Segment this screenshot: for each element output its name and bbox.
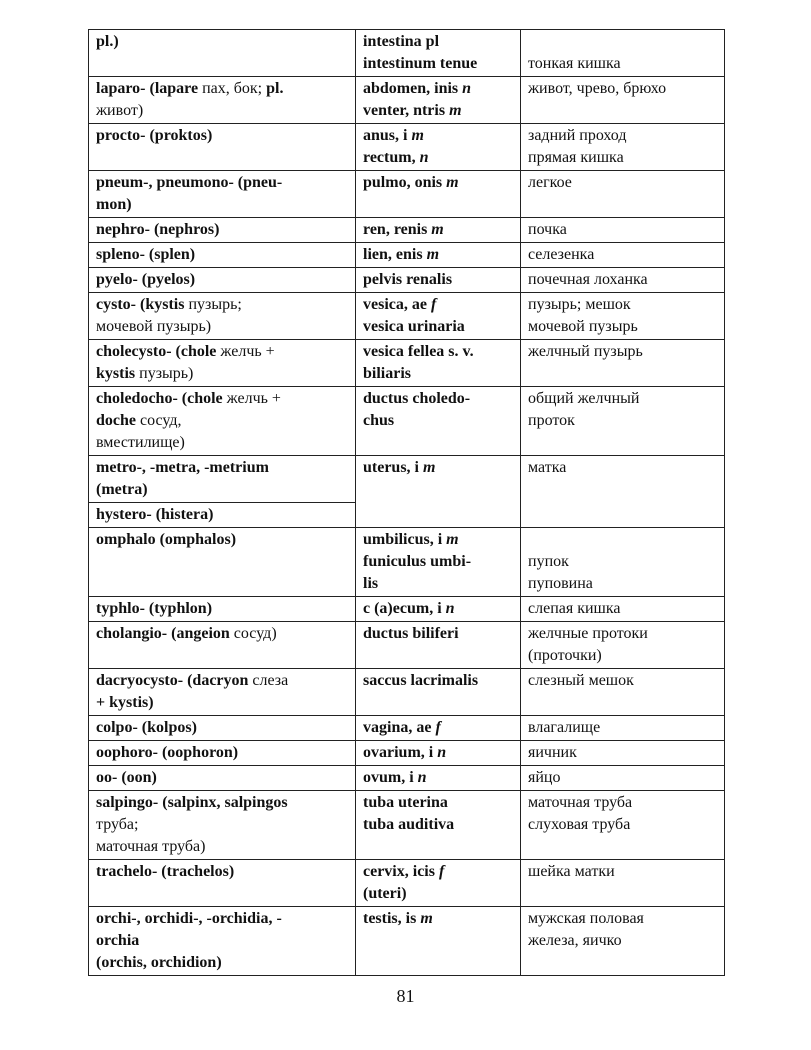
latin-term-cell — [356, 716, 521, 741]
greek-root-cell — [89, 30, 356, 77]
table-row — [89, 622, 725, 669]
cell-text: c (a)ecum, i — [363, 600, 446, 617]
greek-root-cell — [89, 340, 356, 387]
cell-text: желчь + — [220, 343, 275, 360]
cell-text: pyelo- (pyelos) — [96, 271, 196, 288]
table-row — [89, 387, 725, 456]
table-row — [89, 218, 725, 243]
cell-text: маточная труба — [528, 794, 633, 811]
cell-text: m — [423, 459, 436, 476]
cell-text: живот) — [96, 102, 144, 119]
greek-root-cell — [89, 907, 356, 976]
russian-meaning-cell — [521, 860, 725, 907]
cell-text: typhlo- (typhlon) — [96, 600, 213, 617]
cell-text: abdomen, inis — [363, 80, 463, 97]
cell-text: hystero- (histera) — [96, 506, 214, 523]
cell-text: colpo- (kolpos) — [96, 719, 197, 736]
cell-text: biliaris — [363, 365, 412, 382]
russian-meaning-cell — [521, 387, 725, 456]
cell-text: пуповина — [528, 575, 593, 592]
cell-text: (orchis, orchidion) — [96, 954, 222, 971]
latin-term-cell — [356, 860, 521, 907]
cell-text: dacryocysto- (dacryon — [96, 672, 253, 689]
cell-text: яйцо — [528, 769, 561, 786]
cell-text: слезный мешок — [528, 672, 634, 689]
cell-text: uterus, i — [363, 459, 423, 476]
latin-term-cell — [356, 669, 521, 716]
cell-text: желчные протоки — [528, 625, 648, 642]
cell-text: anus, i — [363, 127, 412, 144]
latin-term-cell — [356, 741, 521, 766]
latin-term-cell — [356, 30, 521, 77]
latin-term-cell — [356, 766, 521, 791]
cell-text: задний проход — [528, 127, 627, 144]
cell-text: желчь + — [226, 390, 281, 407]
cell-text: salpingo- (salpinx, salpingos — [96, 794, 288, 811]
latin-term-cell — [356, 387, 521, 456]
cell-text: сосуд) — [233, 625, 277, 642]
cell-text: почка — [528, 221, 567, 238]
cell-text: testis, is — [363, 910, 421, 927]
cell-text: ductus biliferi — [363, 625, 459, 642]
cell-text: мочевой пузырь) — [96, 318, 212, 335]
cell-text: ren, renis — [363, 221, 432, 238]
table-row — [89, 171, 725, 218]
cell-text: orchi-, orchidi-, -orchidia, - — [96, 910, 282, 927]
table-row — [89, 77, 725, 124]
table-row — [89, 268, 725, 293]
cell-text: venter, ntris — [363, 102, 450, 119]
latin-term-cell — [356, 243, 521, 268]
russian-meaning-cell — [521, 243, 725, 268]
greek-root-cell — [89, 741, 356, 766]
cell-text: kystis — [96, 365, 140, 382]
cell-text: шейка матки — [528, 863, 615, 880]
greek-root-cell — [89, 597, 356, 622]
cell-text: procto- (proktos) — [96, 127, 213, 144]
table-row — [89, 907, 725, 976]
russian-meaning-cell — [521, 340, 725, 387]
greek-root-cell — [89, 268, 356, 293]
cell-text: intestina pl — [363, 33, 440, 50]
cell-text: мужская половая — [528, 910, 644, 927]
greek-root-cell — [89, 716, 356, 741]
cell-text: селезенка — [528, 246, 595, 263]
cell-text: intestinum tenue — [363, 55, 478, 72]
cell-text: vesica urinaria — [363, 318, 465, 335]
page-number: 81 — [396, 986, 415, 1006]
cell-text: ovarium, i — [363, 744, 438, 761]
cell-text: vesica fellea s. v. — [363, 343, 474, 360]
latin-term-cell — [356, 77, 521, 124]
cell-text: spleno- (splen) — [96, 246, 196, 263]
table-row — [89, 456, 725, 503]
cell-text: pneum-, pneumono- (pneu- — [96, 174, 283, 191]
cell-text: слеза — [252, 672, 289, 689]
russian-meaning-cell — [521, 293, 725, 340]
cell-text: laparo- (lapare — [96, 80, 203, 97]
russian-meaning-cell — [521, 669, 725, 716]
cell-text: choledocho- (chole — [96, 390, 227, 407]
cell-text: ductus choledo- — [363, 390, 471, 407]
cell-text: общий желчный — [528, 390, 640, 407]
cell-text: oo- (oon) — [96, 769, 157, 786]
latin-term-cell — [356, 340, 521, 387]
greek-root-cell — [89, 243, 356, 268]
greek-root-cell — [89, 622, 356, 669]
cell-text: пупок — [528, 553, 569, 570]
cell-text: тонкая кишка — [528, 55, 621, 72]
cell-text: вместилище) — [96, 434, 185, 451]
cell-text: желчный пузырь — [528, 343, 643, 360]
cell-text: легкое — [528, 174, 572, 191]
greek-root-cell — [89, 860, 356, 907]
cell-text: влагалище — [528, 719, 601, 736]
cell-text: orchia — [96, 932, 140, 949]
cell-text: pl.) — [96, 33, 119, 50]
table-row — [89, 741, 725, 766]
cell-text: n — [437, 744, 447, 761]
cell-text: trachelo- (trachelos) — [96, 863, 235, 880]
greek-root-cell — [89, 791, 356, 860]
greek-root-cell — [89, 218, 356, 243]
cell-text: m — [431, 221, 444, 238]
cell-text: пузырь; мешок — [528, 296, 631, 313]
cell-text: слепая кишка — [528, 600, 621, 617]
cell-text: почечная лоханка — [528, 271, 648, 288]
greek-root-cell — [89, 528, 356, 597]
greek-root-cell — [89, 124, 356, 171]
cell-text: f — [435, 719, 441, 736]
cell-text: funiculus umbi- — [363, 553, 472, 570]
russian-meaning-cell — [521, 597, 725, 622]
table-row — [89, 791, 725, 860]
cell-text: umbilicus, i — [363, 531, 447, 548]
latin-term-cell — [356, 124, 521, 171]
russian-meaning-cell — [521, 716, 725, 741]
greek-root-cell — [89, 669, 356, 716]
cell-text: проток — [528, 412, 575, 429]
cell-text: n — [419, 149, 429, 166]
table-row — [89, 860, 725, 907]
cell-text: пах, бок; — [202, 80, 267, 97]
cell-text: мочевой пузырь — [528, 318, 638, 335]
cell-text: m — [411, 127, 424, 144]
cell-text: слуховая труба — [528, 816, 631, 833]
russian-meaning-cell — [521, 77, 725, 124]
cell-text: oophoro- (oophoron) — [96, 744, 239, 761]
russian-meaning-cell — [521, 907, 725, 976]
russian-meaning-cell — [521, 791, 725, 860]
cell-text: матка — [528, 459, 567, 476]
latin-term-cell — [356, 622, 521, 669]
cell-text: m — [420, 910, 433, 927]
cell-text: (проточки) — [528, 647, 602, 664]
russian-meaning-cell — [521, 124, 725, 171]
cell-text: lis — [363, 575, 379, 592]
russian-meaning-cell — [521, 622, 725, 669]
cell-text: cysto- (kystis — [96, 296, 189, 313]
cell-text: (uteri) — [363, 885, 407, 902]
table-row — [89, 243, 725, 268]
cell-text: + kystis) — [96, 694, 154, 711]
cell-text: пузырь; — [188, 296, 242, 313]
cell-text: ovum, i — [363, 769, 418, 786]
latin-term-cell — [356, 293, 521, 340]
table-body — [89, 30, 725, 976]
cell-text: saccus lacrimalis — [363, 672, 479, 689]
cell-text: m — [426, 246, 440, 263]
cell-text: труба; — [96, 816, 139, 833]
latin-term-cell — [356, 268, 521, 293]
russian-meaning-cell — [521, 456, 725, 528]
cell-text: cholecysto- (chole — [96, 343, 221, 360]
cell-text: n — [445, 600, 455, 617]
latin-term-cell — [356, 456, 521, 528]
russian-meaning-cell — [521, 528, 725, 597]
cell-text: pulmo, onis — [363, 174, 447, 191]
cell-text: pl. — [266, 80, 284, 97]
greek-root-cell — [89, 171, 356, 218]
cell-text: пузырь) — [139, 365, 194, 382]
cell-text: nephro- (nephros) — [96, 221, 220, 238]
greek-root-cell — [89, 387, 356, 456]
table-row — [89, 716, 725, 741]
table-row — [89, 340, 725, 387]
cell-text: сосуд, — [140, 412, 182, 429]
cell-text: железа, яичко — [528, 932, 622, 949]
cell-text: cholangio- (angeion — [96, 625, 234, 642]
table-row — [89, 30, 725, 77]
cell-text: chus — [363, 412, 395, 429]
latin-term-cell — [356, 218, 521, 243]
latin-term-cell — [356, 597, 521, 622]
cell-text: маточная труба) — [96, 838, 206, 855]
cell-text: прямая кишка — [528, 149, 624, 166]
greek-root-cell — [89, 766, 356, 791]
russian-meaning-cell — [521, 218, 725, 243]
latin-term-cell — [356, 791, 521, 860]
table-row — [89, 766, 725, 791]
cell-text: rectum, — [363, 149, 420, 166]
table-row — [89, 528, 725, 597]
russian-meaning-cell — [521, 766, 725, 791]
cell-text: omphalo (omphalos) — [96, 531, 237, 548]
greek-root-cell — [89, 456, 356, 503]
table-row — [89, 124, 725, 171]
cell-text: (metra) — [96, 481, 148, 498]
greek-root-cell — [89, 293, 356, 340]
latin-term-cell — [356, 171, 521, 218]
table-row — [89, 293, 725, 340]
cell-text: f — [438, 863, 445, 880]
table-row — [89, 597, 725, 622]
table-row — [89, 669, 725, 716]
cell-text: f — [430, 296, 437, 313]
terminology-table — [88, 29, 725, 976]
russian-meaning-cell — [521, 30, 725, 77]
latin-term-cell — [356, 528, 521, 597]
greek-root-cell — [89, 503, 356, 528]
cell-text: m — [449, 102, 462, 119]
cell-text: metro-, -metra, -metrium — [96, 459, 269, 476]
cell-text: tuba auditiva — [363, 816, 455, 833]
cell-text: n — [417, 769, 427, 786]
cell-text: tuba uterina — [363, 794, 448, 811]
cell-text: pelvis renalis — [363, 271, 453, 288]
russian-meaning-cell — [521, 741, 725, 766]
cell-text: vagina, ae — [363, 719, 436, 736]
cell-text: живот, чрево, брюхо — [528, 80, 667, 97]
greek-root-cell — [89, 77, 356, 124]
cell-text: яичник — [528, 744, 577, 761]
cell-text: vesica, ae — [363, 296, 431, 313]
latin-term-cell — [356, 907, 521, 976]
russian-meaning-cell — [521, 268, 725, 293]
cell-text: mon) — [96, 196, 132, 213]
cell-text: lien, enis — [363, 246, 427, 263]
cell-text: doche — [96, 412, 140, 429]
cell-text: cervix, icis — [363, 863, 439, 880]
cell-text: m — [446, 174, 459, 191]
cell-text: n — [462, 80, 472, 97]
cell-text: m — [446, 531, 459, 548]
russian-meaning-cell — [521, 171, 725, 218]
